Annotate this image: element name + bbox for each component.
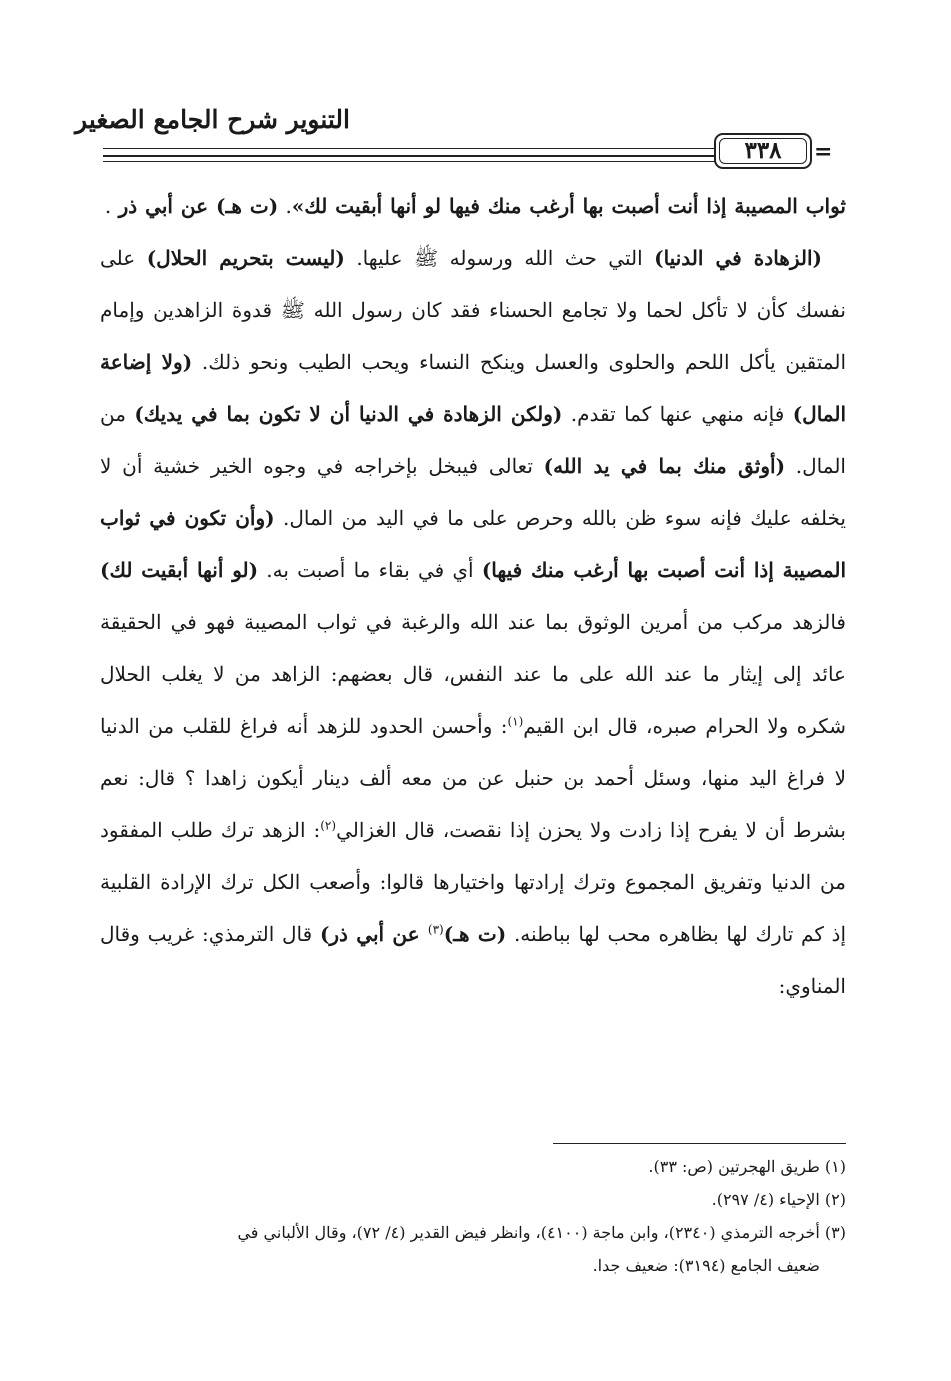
footnote-3: (٣) أخرجه الترمذي (٢٣٤٠)، وابن ماجة (٤١٠٠)، وانظر فيض القدير (٤/ ٧٢)، وقال الألباني في (237, 1223, 846, 1242)
text-segment: التي حث الله ورسوله ﷺ عليها. (344, 246, 655, 270)
page-number: ٣٣٨ (744, 137, 782, 164)
bold-text-segment: (ولا إضاعة المال) (100, 350, 847, 426)
bold-text-segment: (ت هـ) عن أبي ذر (118, 194, 279, 218)
bold-text-segment: (لو أنها أبقيت لك) (100, 558, 259, 582)
text-segment: فإنه منهي عنها كما تقدم. (562, 402, 793, 426)
header-rule (103, 155, 715, 157)
text-segment: من المال. (100, 402, 846, 478)
running-header-title: التنوير شرح الجامع الصغير (75, 105, 350, 134)
paragraph-commentary (100, 232, 846, 1012)
footnote-ref: (٢) (320, 818, 337, 833)
header-rule (103, 148, 715, 149)
paragraph-hadith-end (100, 180, 846, 232)
bold-text-segment: (الزهادة في الدنيا) (654, 246, 822, 270)
text-segment: أي في بقاء ما أصبت به. (258, 558, 482, 582)
footnote-2: (٢) الإحياء (٤/ ٢٩٧). (711, 1190, 846, 1209)
page-number-box (714, 133, 812, 169)
footnote-1: (١) طريق الهجرتين (ص: ٣٣). (648, 1157, 846, 1176)
text-segment: على نفسك كأن لا تأكل لحما ولا تجامع الحسناء فقد كان رسول الله ﷺ قدوة الزاهدين وإمام المتقين يأكل اللحم والحلوى والعسل وينكح النساء ويحب الطيب ونحو ذلك. (100, 246, 846, 374)
text-segment: . (104, 194, 119, 218)
text-segment: قال الترمذي: غريب وقال المناوي: (100, 922, 846, 998)
text-segment: : وأحسن الحدود للزهد أنه فراغ للقلب من الدنيا لا فراغ اليد منها، وسئل أحمد بن حنبل عن من معه ألف دينار أيكون زاهدا ؟ قال: نعم بشرط أن لا يفرح إذا زادت ولا يحزن إذا نقصت، قال الغزالي (100, 714, 847, 842)
footnote-ref: (٣) (427, 922, 444, 937)
bold-text-segment: (ولكن الزهادة في الدنيا أن لا تكون بما في يديك) (134, 402, 563, 426)
footnotes (100, 1150, 846, 1282)
footnote-ref: (١) (507, 714, 524, 729)
text-segment: فالزهد مركب من أمرين الوثوق بما عند الله والرغبة في ثواب المصيبة فهو في الحقيقة عائد إلى إيثار ما عند الله على ما عند النفس، قال بعضهم: الزاهد من لا يغلب الحلال شكره ولا الحرام صبره، قال ابن القيم (100, 610, 846, 738)
bold-text-segment: عن أبي ذر) (319, 922, 428, 946)
header-rule (103, 161, 715, 162)
main-text (100, 180, 846, 1012)
bold-text-segment: (ليست بتحريم الحلال) (146, 246, 345, 270)
text-segment: . (278, 194, 292, 218)
footnote-3-continued: ضعيف الجامع (٣١٩٤): ضعيف جدا. (592, 1256, 820, 1275)
footnote-separator (553, 1143, 846, 1144)
bold-text-segment: ثواب المصيبة إذا أنت أصبت بها أرغب منك فيها لو أنها أبقيت لك» (291, 194, 846, 218)
bold-text-segment: (أوثق منك بما في يد الله) (543, 454, 786, 478)
text-segment: : الزهد ترك طلب المفقود من الدنيا وتفريق المجموع وترك إرادتها واختيارها قالوا: وأصعب الكل ترك الإرادة القلبية إذ كم تارك لها بظاهره محب لها بباطنه. (100, 818, 847, 946)
text-segment: تعالى فيبخل بإخراجه في وجوه الخير خشية أن لا يخلفه عليك فإنه سوء ظن بالله وحرص على ما في اليد من المال. (100, 454, 846, 530)
bold-text-segment: (ت هـ) (443, 922, 507, 946)
bold-text-segment: (وأن تكون في ثواب المصيبة إذا أنت أصبت بها أرغب منك فيها) (100, 506, 847, 582)
continuation-mark: = (814, 139, 833, 165)
